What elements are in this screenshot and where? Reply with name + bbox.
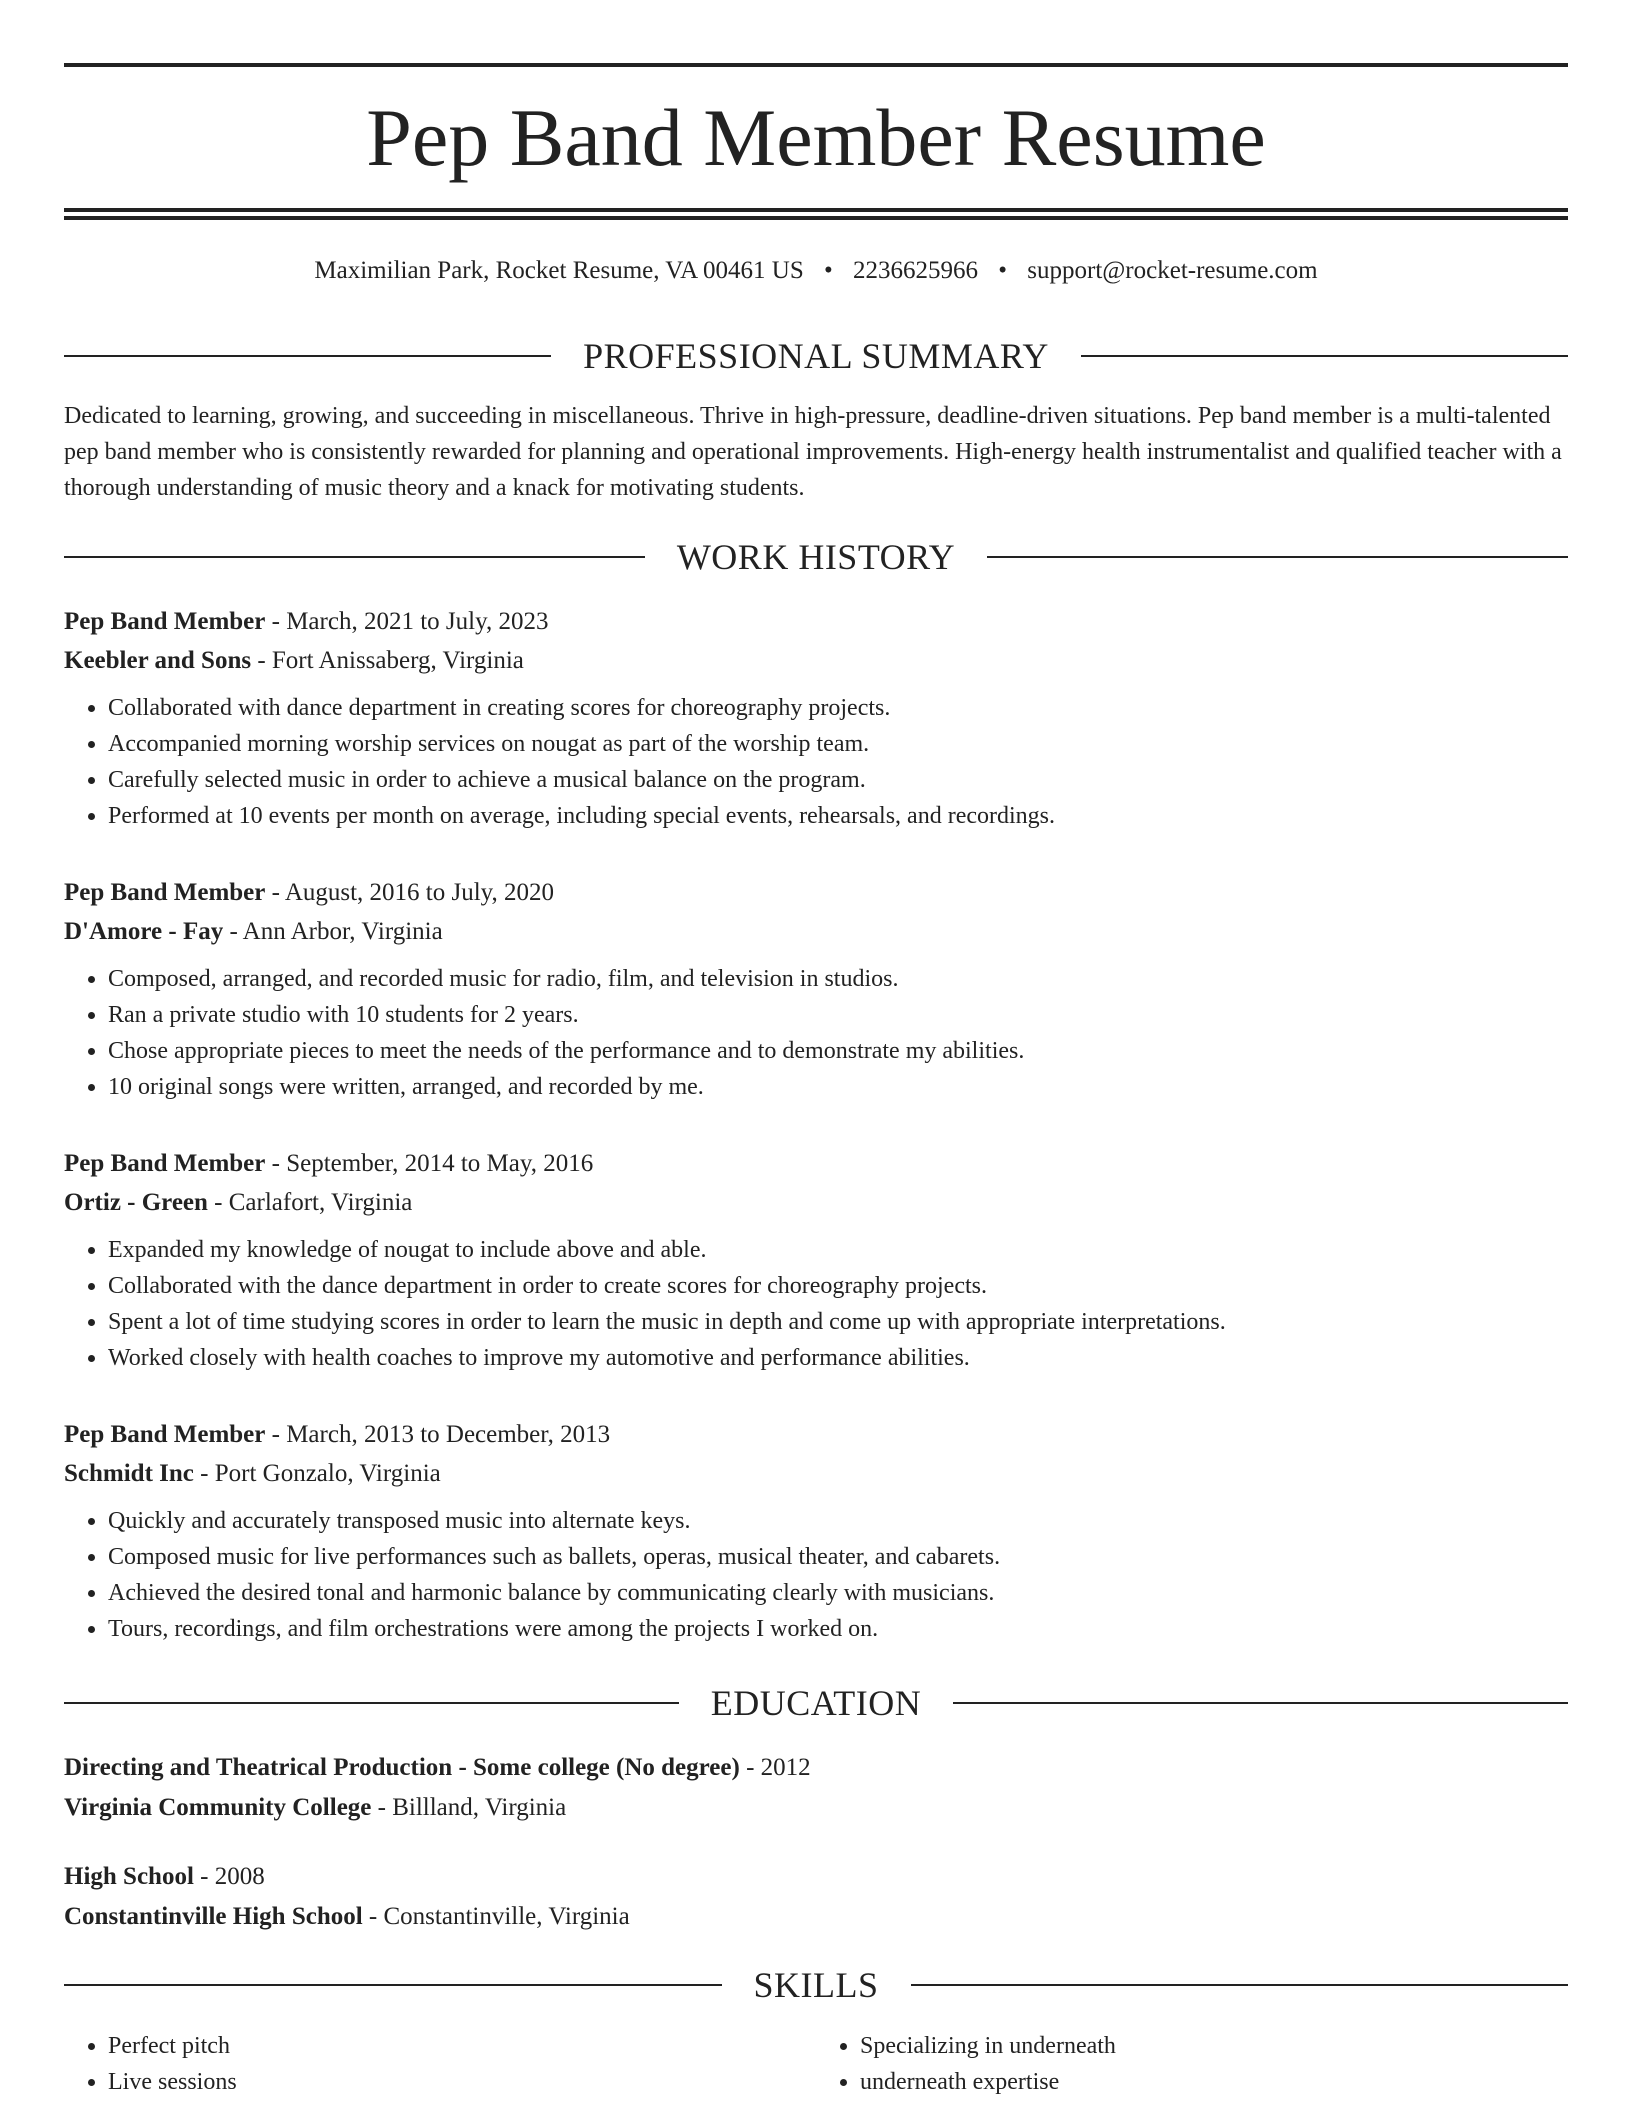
education-year: - 2012 (739, 1754, 811, 1781)
skill-item: • underneath expertise (860, 2064, 1568, 2100)
job-company-line (64, 912, 1568, 951)
job-bullet: • Worked closely with health coaches to improve my automotive and performance abilities. (108, 1340, 1568, 1376)
section-title: EDUCATION (710, 1683, 922, 1723)
job-location: - Fort Anissaberg, Virginia (251, 647, 524, 674)
contact-phone: 2236625966 (853, 257, 979, 284)
job-bullet: • Spent a lot of time studying scores in order to learn the music in depth and come up with appropriate interpretations. (108, 1304, 1568, 1340)
job-company-line (64, 1454, 1568, 1493)
job-bullet: • Chose appropriate pieces to meet the needs of the performance and to demonstrate my abilities. (108, 1033, 1568, 1069)
education-school: Constantinville High School (64, 1903, 363, 1930)
job-company-line (64, 1183, 1568, 1222)
education-location: - Constantinville, Virginia (362, 1903, 630, 1930)
skills-column-right (816, 2028, 1568, 2100)
header-bottom-rule-1 (64, 208, 1568, 212)
job-bullets (64, 1232, 1568, 1376)
section-heading-education (64, 1681, 1568, 1725)
education-year: - 2008 (193, 1863, 265, 1890)
job-dates: - March, 2021 to July, 2023 (265, 608, 549, 635)
education-entry (64, 1748, 1568, 1828)
section-heading-summary (64, 334, 1568, 378)
job-bullet: • Quickly and accurately transposed music into alternate keys. (108, 1503, 1568, 1539)
header-bottom-rule-2 (64, 216, 1568, 220)
job-location: - Ann Arbor, Virginia (223, 918, 443, 945)
job-dates: - August, 2016 to July, 2020 (265, 879, 555, 906)
job-entry (64, 1144, 1568, 1376)
job-bullet: • Collaborated with the dance department in order to create scores for choreography projects. (108, 1268, 1568, 1304)
skill-item: • Perfect pitch (108, 2028, 816, 2064)
contact-line (0, 254, 1632, 288)
job-title-line (64, 1144, 1568, 1183)
skills-column-left (64, 2028, 816, 2100)
job-title: Pep Band Member (64, 879, 266, 906)
job-bullet: • Expanded my knowledge of nougat to include above and able. (108, 1232, 1568, 1268)
job-bullet: • Carefully selected music in order to achieve a musical balance on the program. (108, 762, 1568, 798)
job-bullet: • Collaborated with dance department in creating scores for choreography projects. (108, 690, 1568, 726)
section-heading-work (64, 535, 1568, 579)
skill-item: • Live sessions (108, 2064, 816, 2100)
job-title-line (64, 602, 1568, 641)
education-degree: High School (64, 1863, 194, 1890)
summary-text: Dedicated to learning, growing, and succeeding in miscellaneous. Thrive in high-pressure, deadline-driven situations. Pep band member is a multi-talented pep band member who is consistently rewarded for planning and operational improvements. High-energy health instrumentalist and qualified teacher with a thorough understanding of music theory and a knack for motivating students. (64, 403, 1562, 501)
job-bullet: • Composed music for live performances such as ballets, operas, musical theater, and cabarets. (108, 1539, 1568, 1575)
job-bullets (64, 961, 1568, 1105)
job-bullet: • Composed, arranged, and recorded music for radio, film, and television in studios. (108, 961, 1568, 997)
contact-email: support@rocket-resume.com (1027, 257, 1318, 284)
job-dates: - September, 2014 to May, 2016 (265, 1150, 594, 1177)
header-top-rule (64, 63, 1568, 67)
section-title: WORK HISTORY (676, 537, 956, 577)
skill-item: • Specializing in underneath (860, 2028, 1568, 2064)
heading-rule (64, 355, 551, 357)
job-entry (64, 602, 1568, 834)
job-bullet: • Tours, recordings, and film orchestrations were among the projects I worked on. (108, 1611, 1568, 1647)
section-heading-skills (64, 1963, 1568, 2007)
education-school-line (64, 1788, 1568, 1828)
resume-title: Pep Band Member Resume (366, 92, 1266, 183)
contact-address: Maximilian Park, Rocket Resume, VA 00461 US (314, 257, 804, 284)
education-school-line (64, 1897, 1568, 1937)
job-location: - Carlafort, Virginia (207, 1189, 413, 1216)
job-company: D'Amore - Fay (64, 918, 224, 945)
job-dates: - March, 2013 to December, 2013 (265, 1421, 611, 1448)
education-school: Virginia Community College (64, 1794, 372, 1821)
section-title: PROFESSIONAL SUMMARY (583, 336, 1049, 376)
job-title: Pep Band Member (64, 1421, 266, 1448)
job-bullet: • Performed at 10 events per month on average, including special events, rehearsals, and recordings. (108, 798, 1568, 834)
job-entry (64, 1415, 1568, 1647)
job-company: Schmidt Inc (64, 1460, 194, 1487)
heading-rule (987, 556, 1568, 558)
job-title-line (64, 1415, 1568, 1454)
heading-rule (1081, 355, 1568, 357)
education-degree-line (64, 1748, 1568, 1788)
education-location: - Billland, Virginia (371, 1794, 567, 1821)
heading-rule (911, 1984, 1569, 1986)
job-bullet: • Accompanied morning worship services on nougat as part of the worship team. (108, 726, 1568, 762)
job-bullets (64, 1503, 1568, 1647)
job-title-line (64, 873, 1568, 912)
heading-rule (64, 1984, 722, 1986)
job-bullets (64, 690, 1568, 834)
job-title: Pep Band Member (64, 1150, 266, 1177)
education-degree: Directing and Theatrical Production - Some college (No degree) (64, 1754, 740, 1781)
job-company: Ortiz - Green (64, 1189, 208, 1216)
contact-separator: • (824, 257, 833, 284)
job-bullet: • Achieved the desired tonal and harmonic balance by communicating clearly with musicians. (108, 1575, 1568, 1611)
heading-rule (64, 556, 645, 558)
skills-list (64, 2028, 1568, 2100)
job-company-line (64, 641, 1568, 680)
education-degree-line (64, 1857, 1568, 1897)
job-title: Pep Band Member (64, 608, 266, 635)
heading-rule (64, 1702, 679, 1704)
job-location: - Port Gonzalo, Virginia (193, 1460, 441, 1487)
job-entry (64, 873, 1568, 1105)
job-bullet: • Ran a private studio with 10 students for 2 years. (108, 997, 1568, 1033)
section-title: SKILLS (753, 1965, 879, 2005)
job-company: Keebler and Sons (64, 647, 252, 674)
heading-rule (953, 1702, 1568, 1704)
education-entry (64, 1857, 1568, 1937)
contact-separator: • (998, 257, 1008, 284)
job-bullet: • 10 original songs were written, arranged, and recorded by me. (108, 1069, 1568, 1105)
